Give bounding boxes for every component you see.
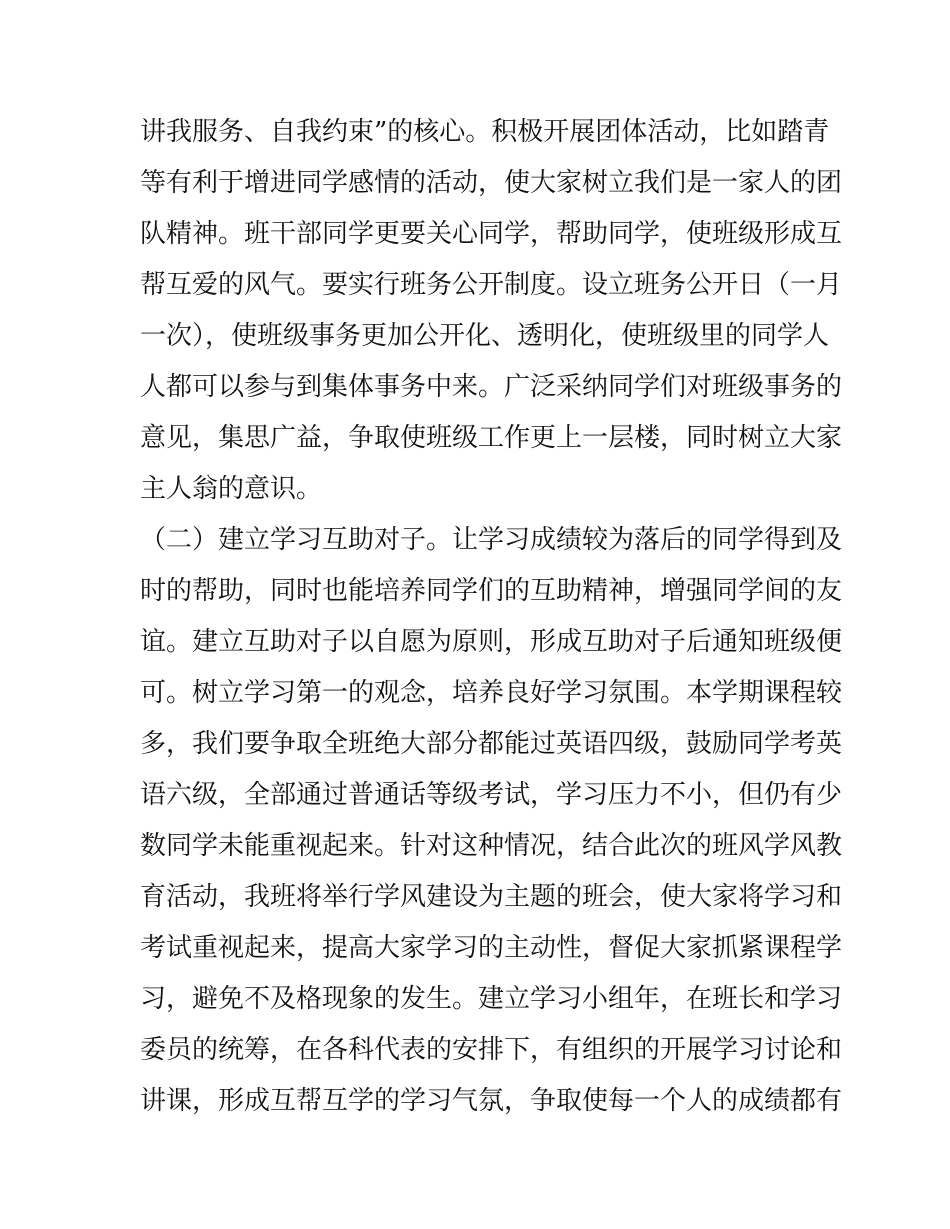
text-line: 时的帮助，同时也能培养同学们的互助精神，增强同学间的友: [140, 576, 843, 606]
text-line: （二）建立学习互助对子。让学习成绩较为落后的同学得到及: [140, 525, 843, 555]
text-line: 数同学未能重视起来。针对这种情况，结合此次的班风学风教: [140, 831, 843, 861]
text-line: 谊。建立互助对子以自愿为原则，形成互助对子后通知班级便: [140, 627, 843, 657]
text-line: 语六级，全部通过普通话等级考试，学习压力不小，但仍有少: [140, 780, 843, 810]
text-line: 帮互爱的风气。要实行班务公开制度。设立班务公开日（一月: [140, 270, 843, 300]
text-line: 讲我服务、自我约束”的核心。积极开展团体活动，比如踏青: [140, 117, 830, 147]
text-line: 讲课，形成互帮互学的学习气氛，争取使每一个人的成绩都有: [140, 1086, 843, 1116]
text-line: 等有利于增进同学感情的活动，使大家树立我们是一家人的团: [140, 168, 843, 198]
text-line: 多，我们要争取全班绝大部分都能过英语四级，鼓励同学考英: [140, 729, 843, 759]
text-line: 人都可以参与到集体事务中来。广泛采纳同学们对班级事务的: [140, 372, 843, 402]
text-line: 主人翁的意识。: [140, 474, 323, 504]
text-line: 习，避免不及格现象的发生。建立学习小组年，在班长和学习: [140, 984, 843, 1014]
text-line: 一次），使班级事务更加公开化、透明化，使班级里的同学人: [140, 321, 830, 351]
text-line: 意见，集思广益，争取使班级工作更上一层楼，同时树立大家: [140, 423, 843, 453]
text-line: 队精神。班干部同学更要关心同学，帮助同学，使班级形成互: [140, 219, 843, 249]
text-line: 委员的统筹，在各科代表的安排下，有组织的开展学习讨论和: [140, 1035, 843, 1065]
text-line: 可。树立学习第一的观念，培养良好学习氛围。本学期课程较: [140, 678, 843, 708]
text-line: 考试重视起来，提高大家学习的主动性，督促大家抓紧课程学: [140, 933, 843, 963]
text-line: 育活动，我班将举行学风建设为主题的班会，使大家将学习和: [140, 882, 843, 912]
body-text: [140, 107, 843, 1127]
